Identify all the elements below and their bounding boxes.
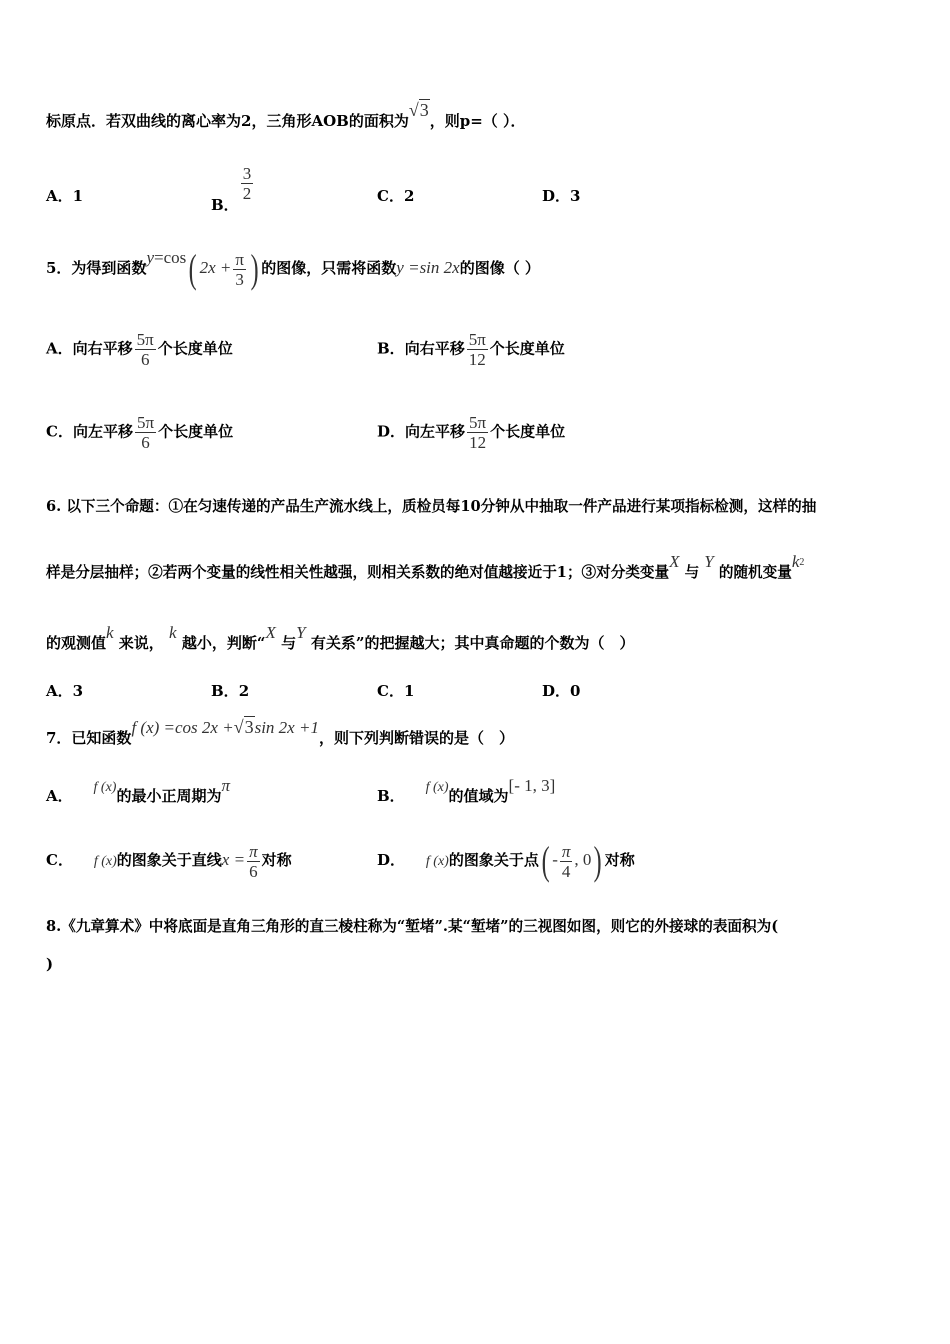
q5-option-a: A．向右平移 $\frac{5\pi}{6}$ 个长度单位: [46, 330, 233, 369]
q6-option-a: A．3: [46, 682, 84, 700]
fraction: $\frac{5\pi}{6}$: [136, 330, 154, 369]
q5-option-d: D．向左平移 $\frac{5\pi}{12}$ 个长度单位: [377, 413, 566, 452]
q8-line-2: ): [46, 955, 54, 973]
fraction: $\frac{5\pi}{6}$: [136, 413, 155, 452]
fraction: $\frac{5\pi}{12}$: [469, 413, 487, 452]
q6-line-3: 的观测值k 来说， k 越小，判断“X 与Y 有关系”的把握越大；其中真命题的个数为（ ）: [46, 623, 635, 652]
q7-stem: 7．已知函数f (x) =cos 2x +√3sin 2x +1，则下列判断错误的是（ ）: [46, 717, 514, 747]
q7-option-b: B． f (x)的值域为[- 1, 3]: [377, 776, 556, 805]
fraction: $\frac{5\pi}{12}$: [468, 330, 486, 369]
q5-option-c: C．向左平移 $\frac{5\pi}{6}$ 个长度单位: [46, 413, 234, 452]
q4-option-b: B． $\frac{3}{2}$: [211, 164, 252, 214]
fraction: $\frac{\pi}{6}$: [249, 841, 258, 881]
q4-option-a: A．1: [46, 187, 84, 205]
q5-option-b: B．向右平移 $\frac{5\pi}{12}$ 个长度单位: [377, 330, 565, 369]
q7-option-d: D． f (x)的图象关于点( - $\frac{\pi}{4}$ , 0) 对称: [377, 838, 635, 883]
q6-option-d: D．0: [542, 682, 581, 700]
q7-option-c: C． f (x)的图象关于直线x = $\frac{\pi}{6}$ 对称: [46, 841, 292, 881]
q6-line-2: 样是分层抽样；②若两个变量的线性相关性越强，则相关系数的绝对值越接近于1；③对分类变量X 与 Y 的随机变量$k^2$: [46, 551, 805, 581]
fraction: $\frac{\pi}{4}$: [561, 841, 571, 881]
sqrt-expression: √3: [408, 100, 429, 120]
q5-stem: 5．为得到函数y=cos( 2x + $\frac{\pi}{3}$ ) 的图像，只需将函数y =sin 2x的图像（ ）: [46, 246, 540, 291]
fraction: $\frac{\pi}{3}$: [235, 249, 244, 289]
q6-line-1: 6. 以下三个命题：①在匀速传递的产品生产流水线上，质检员每10分钟从中抽取一件产品进行某项指标检测，这样的抽: [46, 498, 817, 515]
q8-line-1: 8.《九章算术》中将底面是直角三角形的直三棱柱称为“堑堵”.某“堑堵”的三视图如图，则它的外接球的表面积为(: [46, 918, 779, 935]
sqrt-expression: √3: [233, 717, 254, 737]
fraction: $\frac{3}{2}$: [242, 164, 252, 203]
q4-option-d: D．3: [542, 187, 581, 205]
q7-option-a: A． f (x)的最小正周期为π: [46, 776, 231, 805]
q4-option-c: C．2: [377, 187, 415, 205]
q4-stem: 标原点．若双曲线的离心率为2，三角形AOB的面积为√3，则p=（ ）．: [46, 100, 526, 130]
q6-option-b: B．2: [211, 682, 250, 700]
q6-option-c: C．1: [377, 682, 415, 700]
